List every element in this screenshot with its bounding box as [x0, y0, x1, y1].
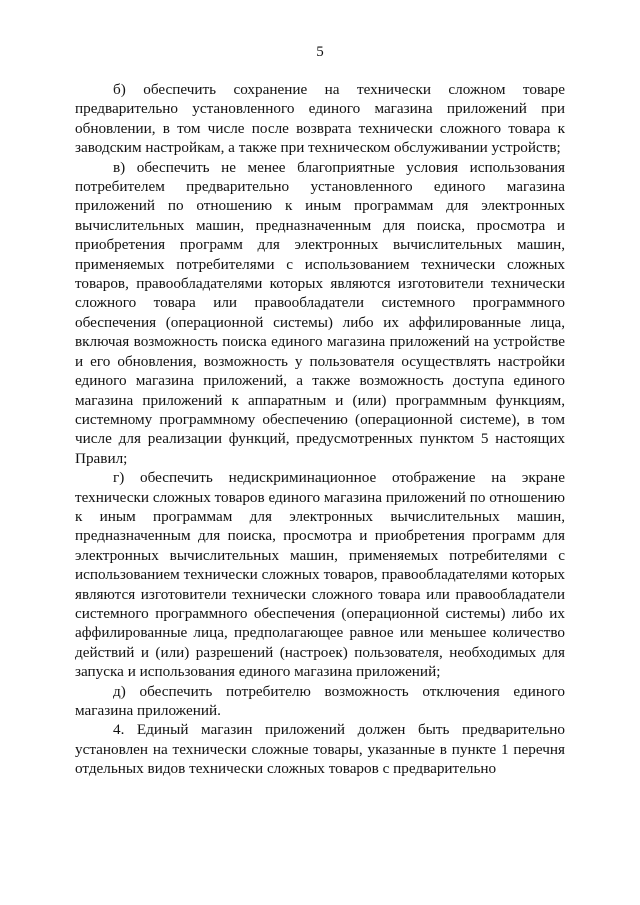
document-body	[75, 80, 565, 779]
paragraph-b: б) обеспечить сохранение на технически сложном товаре предварительно установленного единого магазина приложений при обновлении, в том числе после возврата технически сложного товара к заводским настройкам, а также при техническом обслуживании устройств;	[75, 81, 565, 157]
paragraph-g: г) обеспечить недискриминационное отображение на экране технически сложных товаров единого магазина приложений по отношению к иным программам для электронных вычислительных машин, предназначенным для поиска, просмотра и приобретения программ для электронных вычислительных машин, применяемых потребителями с использованием технически сложных товаров, правообладателями которых являются изготовители технически сложного товара или правообладатели системного программного обеспечения (операционной системы) либо их аффилированные лица, предполагающее равное или меньшее количество действий и (или) разрешений (настроек) пользователя, необходимых для запуска и использования единого магазина приложений;	[75, 469, 566, 681]
paragraph-d: д) обеспечить потребителю возможность отключения единого магазина приложений.	[75, 682, 565, 719]
paragraph-v: в) обеспечить не менее благоприятные условия использования потребителем предварительно установленного единого магазина приложений по отношению к иным программам для электронных вычислительных машин, предназначенным для поиска, просмотра и приобретения программ для электронных вычислительных машин, применяемых потребителями с использованием технически сложных товаров, правообладателями которых являются изготовители технически сложного товара или правообладатели системного программного обеспечения (операционной системы) либо их аффилированные лица, включая возможность поиска единого магазина приложений на устройстве и его обновления, возможность у пользователя осуществлять настройки единого магазина приложений, а также возможность доступа единого магазина приложений к аппаратным и (или) программным функциям, системному программному обеспечению (операционной системе), в том числе для реализации функций, предусмотренных пунктом 5 настоящих Правил;	[75, 158, 565, 467]
page-number: 5	[316, 44, 324, 60]
paragraph-item-4: 4. Единый магазин приложений должен быть предварительно установлен на технически сложные товары, указанные в пункте 1 перечня отдельных видов технически сложных товаров с предварительно	[75, 721, 565, 778]
